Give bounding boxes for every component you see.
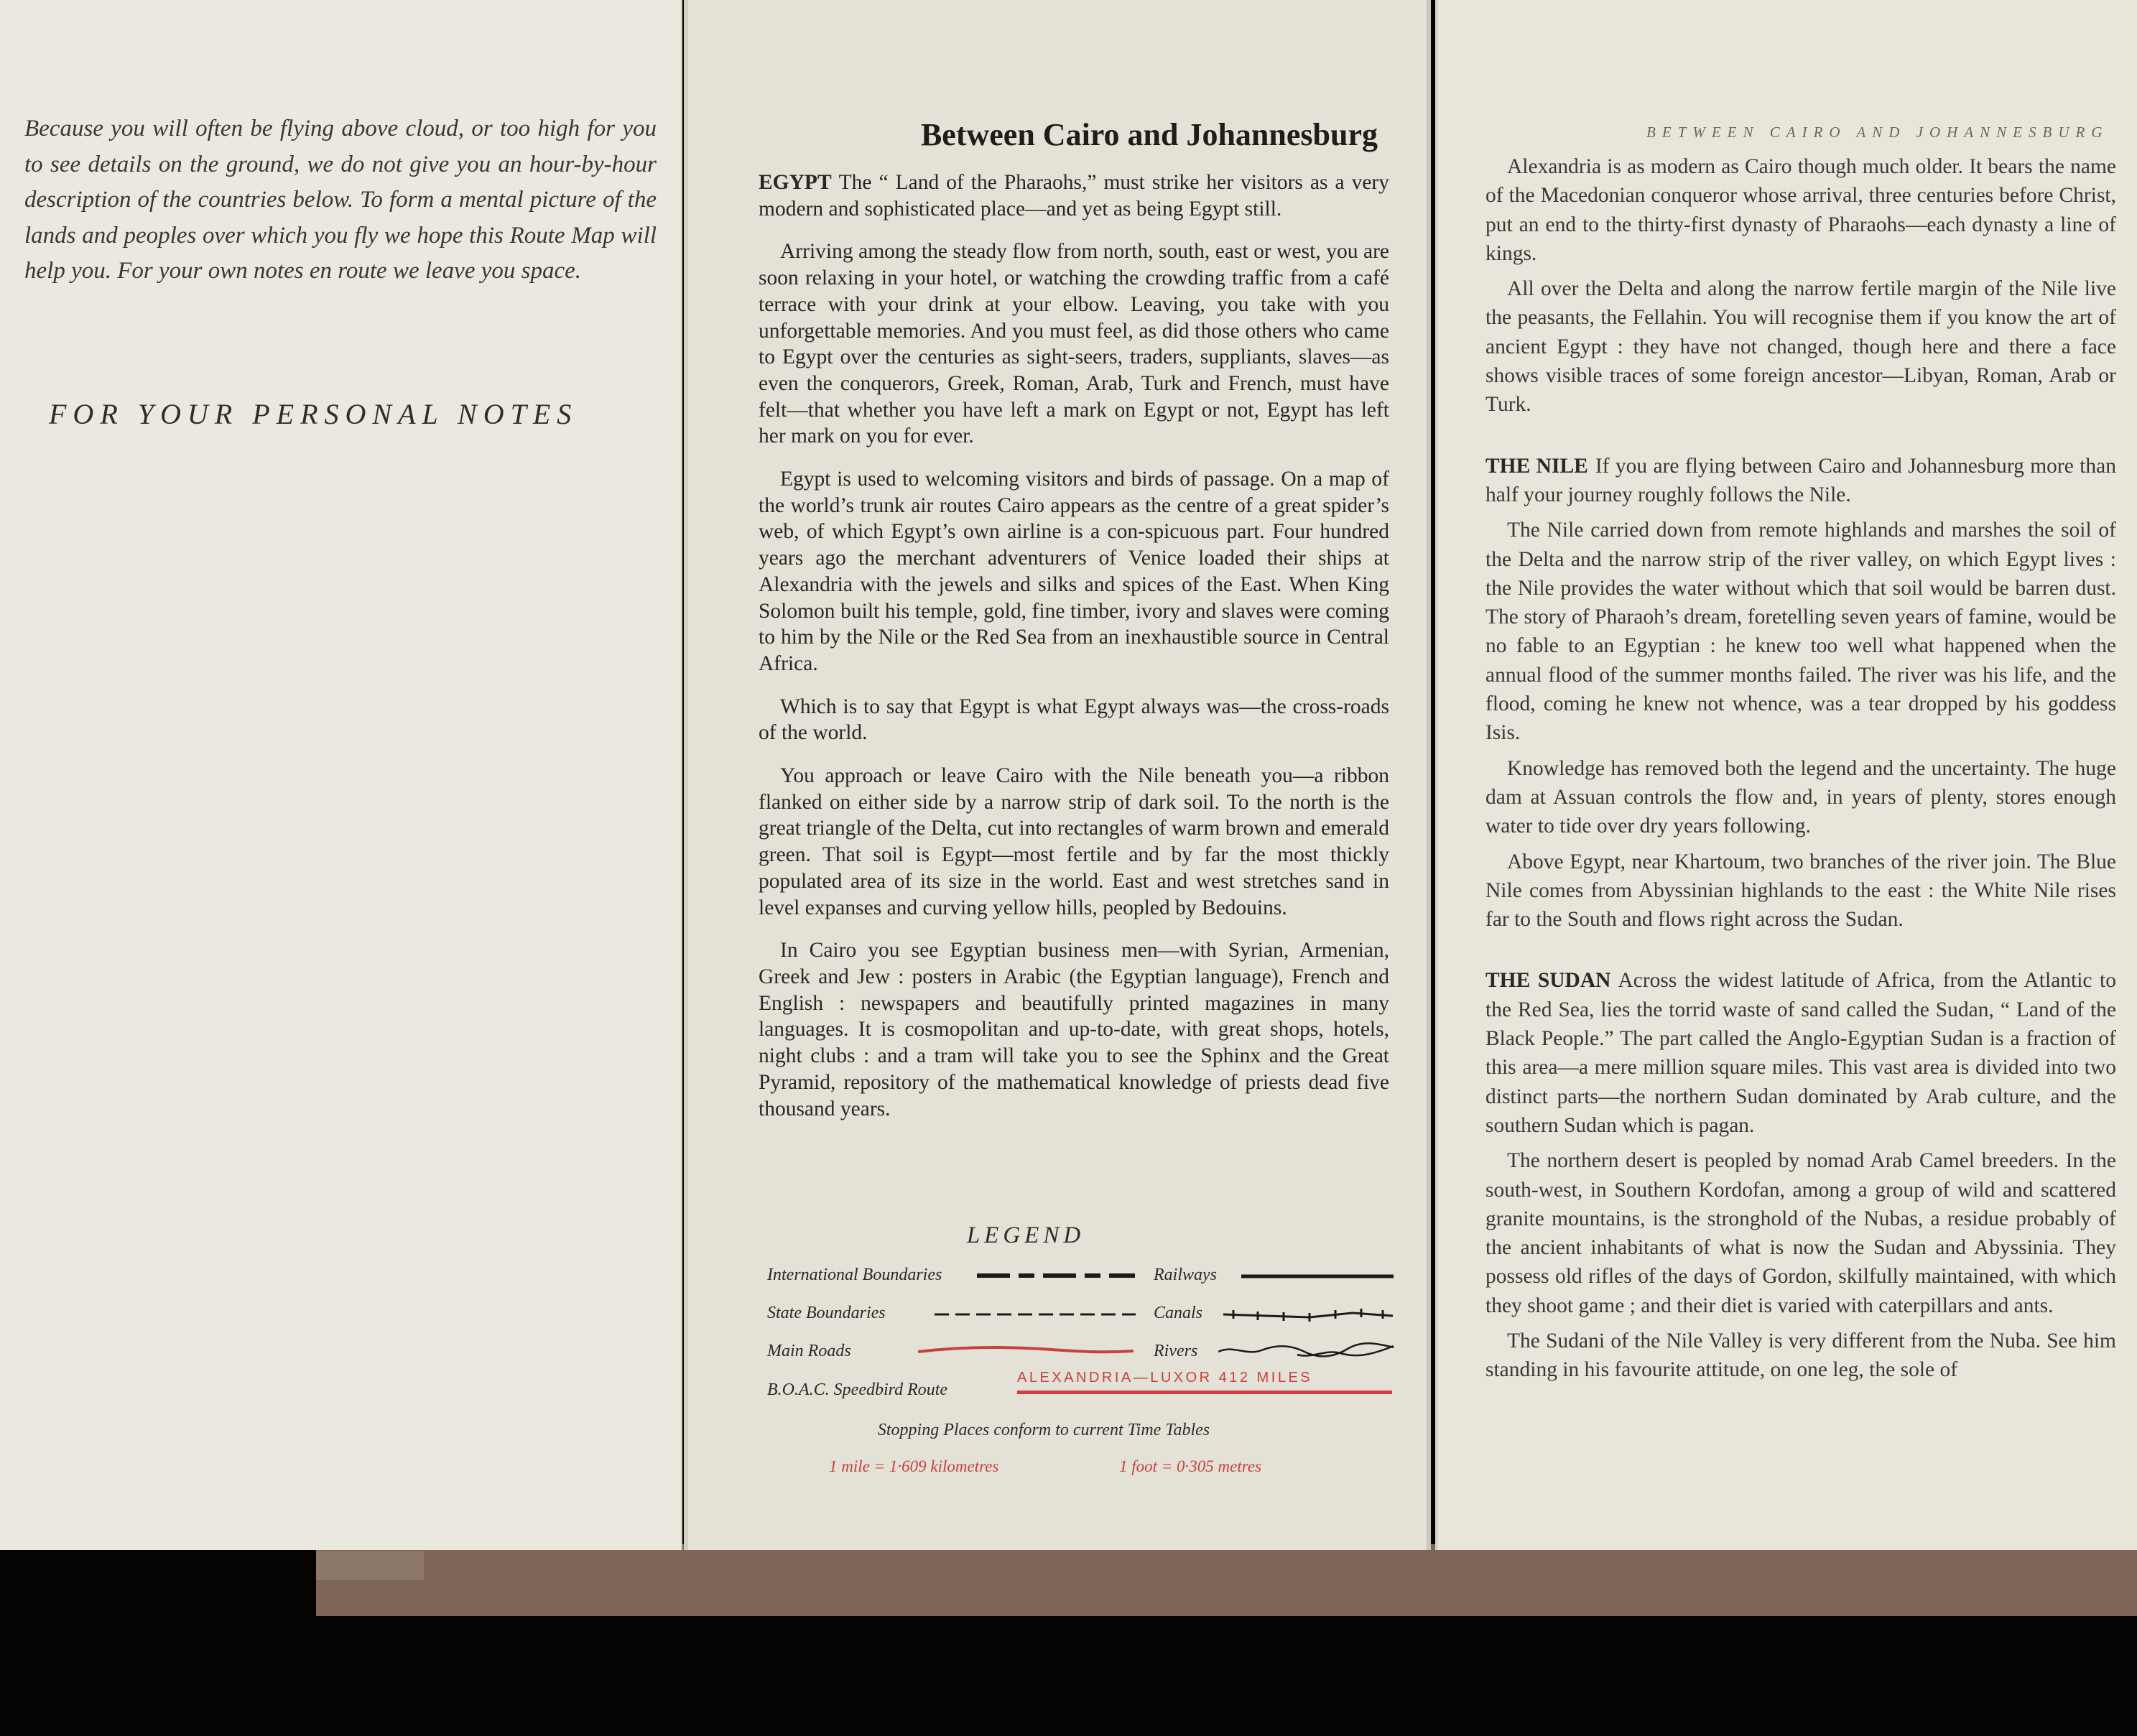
nile-paragraph: Knowledge has removed both the legend and the uncertainty. The huge dam at Assuan controls the flow and, in years of plenty, stores enough water to tide over dry years following.	[1485, 756, 2116, 838]
egypt-paragraph: EGYPT The “ Land of the Pharaohs,” must strike her visitors as a very modern and sophisticated place—and yet as being Egypt still.	[759, 171, 1389, 221]
legend-railways-label: Railways	[1154, 1266, 1217, 1284]
canal-symbol	[1223, 1304, 1396, 1322]
sudan-paragraph: THE SUDAN Across the widest latitude of Africa, from the Atlantic to the Red Sea, lies the torrid waste of sand called the Sudan, “ Land of the Black People.” The part called the Anglo-Egyptian Sudan is a fraction of this area—a mere million square miles. This vast area is divided into two distinct parts—the northern Sudan dominated by Arab culture, and the southern Sudan which is pagan.	[1485, 969, 2116, 1137]
middle-panel	[684, 0, 1431, 1550]
legend-roads-label: Main Roads	[767, 1342, 851, 1360]
route-example-label: ALEXANDRIA—LUXOR 412 MILES	[1017, 1370, 1313, 1385]
mile-conversion: 1 mile = 1·609 kilometres	[829, 1457, 999, 1475]
nile-paragraph: The Nile carried down from remote highlands and marshes the soil of the Delta and the narrow strip of the river valley, on which Egypt lives : the Nile provides the water without which that soil would be barren dust. The story of Pharaoh’s dream, foretelling seven years of famine, would be no fable to an Egyptian : he knew too well what happened when the annual flood of the summer months failed. The river was his life, and the flood, coming he knew not whence, was a tear dropped by his goddess Isis.	[1485, 519, 2116, 745]
sudan-paragraph: The northern desert is peopled by nomad Arab Camel breeders. In the south-west, in Southern Kordofan, among a group of wild and scattered granite mountains, is the stronghold of the Nubas, a residue probably of the ancient inhabitants of what is now the Sudan and Abyssinia. They possess old rifles of the days of Gordon, skilfully maintained, with which they shoot game ; and their diet is varied with caterpillars and ants.	[1485, 1149, 2116, 1317]
left-panel	[0, 0, 682, 1550]
running-head: BETWEEN CAIRO AND JOHANNESBURG	[1646, 124, 2109, 141]
backing-paper	[316, 1544, 2137, 1616]
legend-route-label: B.O.A.C. Speedbird Route	[767, 1380, 948, 1399]
right-panel	[1435, 0, 2137, 1550]
nile-paragraph: THE NILE If you are flying between Cairo and Johannesburg more than half your journey roughly follows the Nile.	[1485, 454, 2116, 506]
alexandria-paragraph: Alexandria is as modern as Cairo though much older. It bears the name of the Macedonian conqueror whose arrival, three centuries before Christ, put an end to the thirty-first dynasty of Pharaohs—each dynasty a line of kings.	[1485, 155, 2116, 265]
speedbird-route-symbol	[1017, 1391, 1392, 1394]
main-road-symbol	[918, 1345, 1134, 1356]
legend-international-label: International Boundaries	[767, 1266, 942, 1284]
personal-notes-heading: FOR YOUR PERSONAL NOTES	[49, 398, 578, 430]
egypt-paragraph: Which is to say that Egypt is what Egypt always was—the cross-roads of the world.	[759, 695, 1389, 745]
state-boundary-symbol	[935, 1311, 1136, 1318]
nile-paragraph: Above Egypt, near Khartoum, two branches of the river join. The Blue Nile comes from Abyssinian highlands to the east : the White Nile rises far to the South and flows right across the Sudan.	[1485, 850, 2116, 932]
foot-conversion: 1 foot = 0·305 metres	[1119, 1457, 1262, 1475]
page-title: Between Cairo and Johannesburg	[920, 117, 1378, 152]
section-heading-sudan: THE SUDAN	[1485, 969, 1611, 993]
egypt-paragraph: Arriving among the steady flow from north, south, east or west, you are soon relaxing in your hotel, or watching the crowding traffic from a café terrace with your drink at your elbow. Leaving, you take with you unforgettable memories. And you must feel, as did those others who came to Egypt over the centuries as sight-seers, traders, suppliants, slaves—as even the conquerors, Greek, Roman, Arab, Turk and French, must have felt—that whether you have left a mark on Egypt or not, Egypt has left her mark on you for ever.	[759, 240, 1389, 448]
international-boundary-symbol	[977, 1271, 1135, 1280]
right-text	[1485, 152, 2116, 1391]
legend-title: LEGEND	[966, 1222, 1085, 1248]
legend-state-label: State Boundaries	[767, 1304, 886, 1322]
section-heading-egypt: EGYPT	[759, 171, 832, 194]
backing-paper-tab	[316, 1551, 424, 1580]
stopping-places-note: Stopping Places conform to current Time Tables	[877, 1421, 1210, 1439]
egypt-paragraph: In Cairo you see Egyptian business men—with Syrian, Armenian, Greek and Jew : posters in Arabic (the Egyptian language), French and English : newspapers and beautifully printed magazines in many languages. It is cosmopolitan and up-to-date, with great shops, hotels, night clubs : and a tram will take you to see the Sphinx and the Great Pyramid, repository of the mathematical knowledge of priests dead five thousand years.	[759, 939, 1389, 1120]
egypt-paragraph: Egypt is used to welcoming visitors and birds of passage. On a map of the world’s trunk air routes Cairo appears as the centre of a great spider’s web, of which Egypt’s own airline is a con-spicuous part. Four hundred years ago the merchant adventurers of Venice loaded their ships at Alexandria with the jewels and silks and spices of the East. When King Solomon built his temple, gold, fine timber, ivory and slaves were coming to him by the Nile or the Red Sea from an inexhaustible source in Central Africa.	[759, 468, 1389, 675]
legend-rivers-label: Rivers	[1154, 1342, 1198, 1360]
egypt-paragraph: You approach or leave Cairo with the Nile beneath you—a ribbon flanked on either side by a narrow strip of dark soil. To the north is the great triangle of the Delta, cut into rectangles of warm brown and emerald green. That soil is Egypt—most fertile and by far the most thickly populated area of its size in the world. East and west stretches sand in level expanses and curving yellow hills, peopled by Bedouins.	[759, 764, 1389, 919]
river-symbol	[1218, 1340, 1396, 1360]
sudan-paragraph: The Sudani of the Nile Valley is very different from the Nuba. See him standing in his favourite attitude, on one leg, the sole of	[1485, 1329, 2116, 1382]
railway-symbol	[1241, 1273, 1394, 1280]
intro-text: Because you will often be flying above cloud, or too high for you to see details on the ground, we do not give you an hour-by-hour description of the countries below. To form a mental picture of the lands and peoples over which you fly we hope this Route Map will help you. For your own notes en route we leave you space.	[24, 116, 657, 284]
section-heading-nile: THE NILE	[1485, 454, 1588, 478]
delta-paragraph: All over the Delta and along the narrow fertile margin of the Nile live the peasants, the Fellahin. You will recognise them if you know the art of ancient Egypt : they have not changed, though here and there a face shows visible traces of some foreign ancestor—Libyan, Roman, Arab or Turk.	[1485, 277, 2116, 417]
egypt-text	[759, 170, 1389, 1138]
legend-canals-label: Canals	[1154, 1304, 1203, 1322]
